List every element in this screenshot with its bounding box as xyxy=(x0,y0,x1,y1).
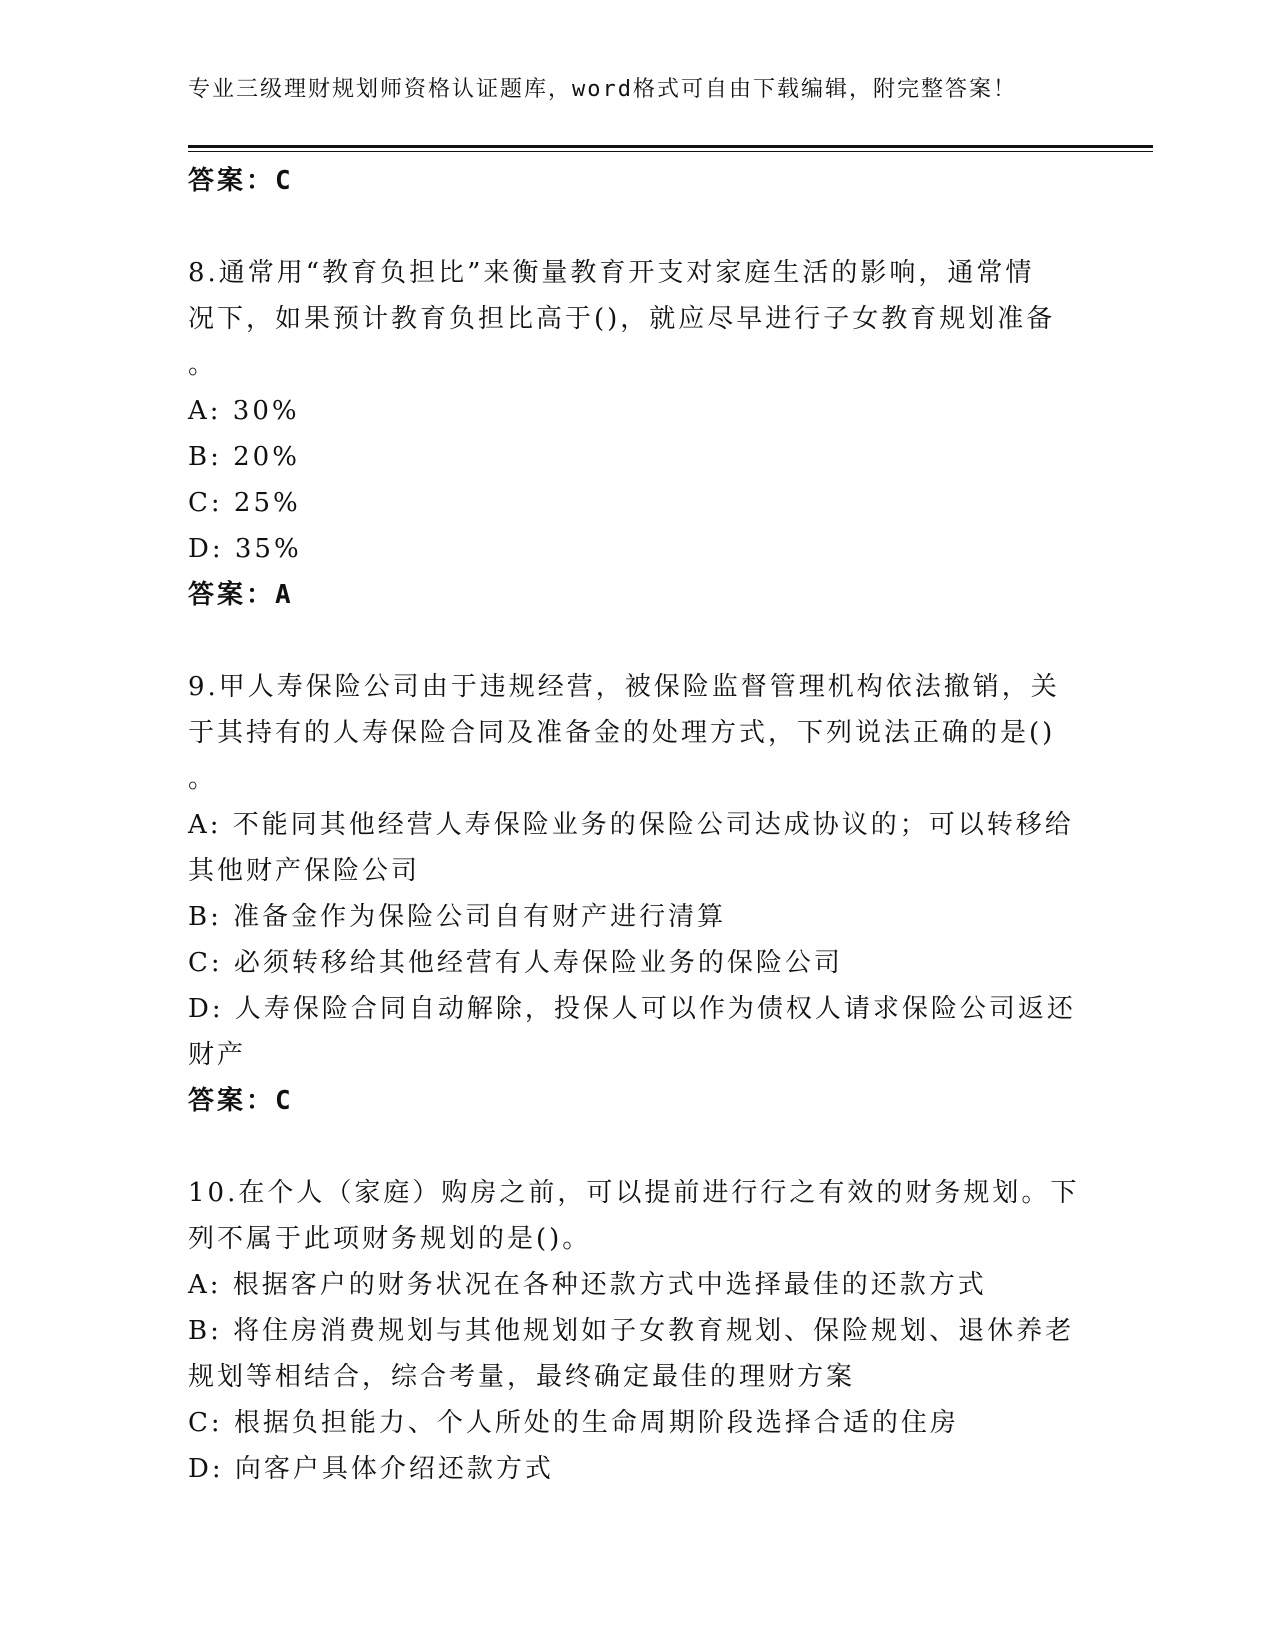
option-a-continued: 其他财产保险公司 xyxy=(188,856,421,886)
question-stem-line: 列不属于此项财务规划的是()。 xyxy=(188,1224,592,1254)
question-block xyxy=(188,250,1088,618)
spacer xyxy=(188,204,1088,250)
question-block xyxy=(188,1170,1088,1492)
option-d: D: 人寿保险合同自动解除，投保人可以作为债权人请求保险公司返还 xyxy=(188,994,1076,1024)
option-c: C: 根据负担能力、个人所处的生命周期阶段选择合适的住房 xyxy=(188,1408,959,1438)
header-rule-thin xyxy=(188,151,1153,152)
answer-line: 答案：A xyxy=(188,580,294,610)
option-b: B: 20% xyxy=(188,442,300,472)
option-a: A: 30% xyxy=(188,396,300,426)
option-c: C: 必须转移给其他经营有人寿保险业务的保险公司 xyxy=(188,948,843,978)
option-a: A: 根据客户的财务状况在各种还款方式中选择最佳的还款方式 xyxy=(188,1270,987,1300)
question-stem-line: 于其持有的人寿保险合同及准备金的处理方式，下列说法正确的是() xyxy=(188,718,1056,748)
question-stem-line: 。 xyxy=(188,764,218,794)
option-c: C: 25% xyxy=(188,488,301,518)
header-rule-thick xyxy=(188,145,1153,148)
question-stem-line: 况下，如果预计教育负担比高于()，就应尽早进行子女教育规划准备 xyxy=(188,304,1056,334)
option-b: B: 将住房消费规划与其他规划如子女教育规划、保险规划、退休养老 xyxy=(188,1316,1075,1346)
question-stem-line: 8.通常用“教育负担比”来衡量教育开支对家庭生活的影响，通常情 xyxy=(188,258,1035,288)
option-a: A: 不能同其他经营人寿保险业务的保险公司达成协议的；可以转移给 xyxy=(188,810,1074,840)
page-header: 专业三级理财规划师资格认证题库，word格式可自由下载编辑，附完整答案！ xyxy=(188,77,1017,102)
question-block xyxy=(188,664,1088,1124)
question-stem-line: 10.在个人（家庭）购房之前，可以提前进行行之有效的财务规划。下 xyxy=(188,1178,1080,1208)
option-d-continued: 财产 xyxy=(188,1040,247,1070)
question-content xyxy=(188,158,1088,1492)
option-b: B: 准备金作为保险公司自有财产进行清算 xyxy=(188,902,727,932)
question-stem-line: 9.甲人寿保险公司由于违规经营，被保险监督管理机构依法撤销，关 xyxy=(188,672,1060,702)
answer-line: 答案：C xyxy=(188,166,294,196)
spacer xyxy=(188,618,1088,664)
answer-line: 答案：C xyxy=(188,1086,294,1116)
option-d: D: 向客户具体介绍还款方式 xyxy=(188,1454,554,1484)
spacer xyxy=(188,1124,1088,1170)
option-d: D: 35% xyxy=(188,534,302,564)
option-b-continued: 规划等相结合，综合考量，最终确定最佳的理财方案 xyxy=(188,1362,856,1392)
question-stem-line: 。 xyxy=(188,350,218,380)
